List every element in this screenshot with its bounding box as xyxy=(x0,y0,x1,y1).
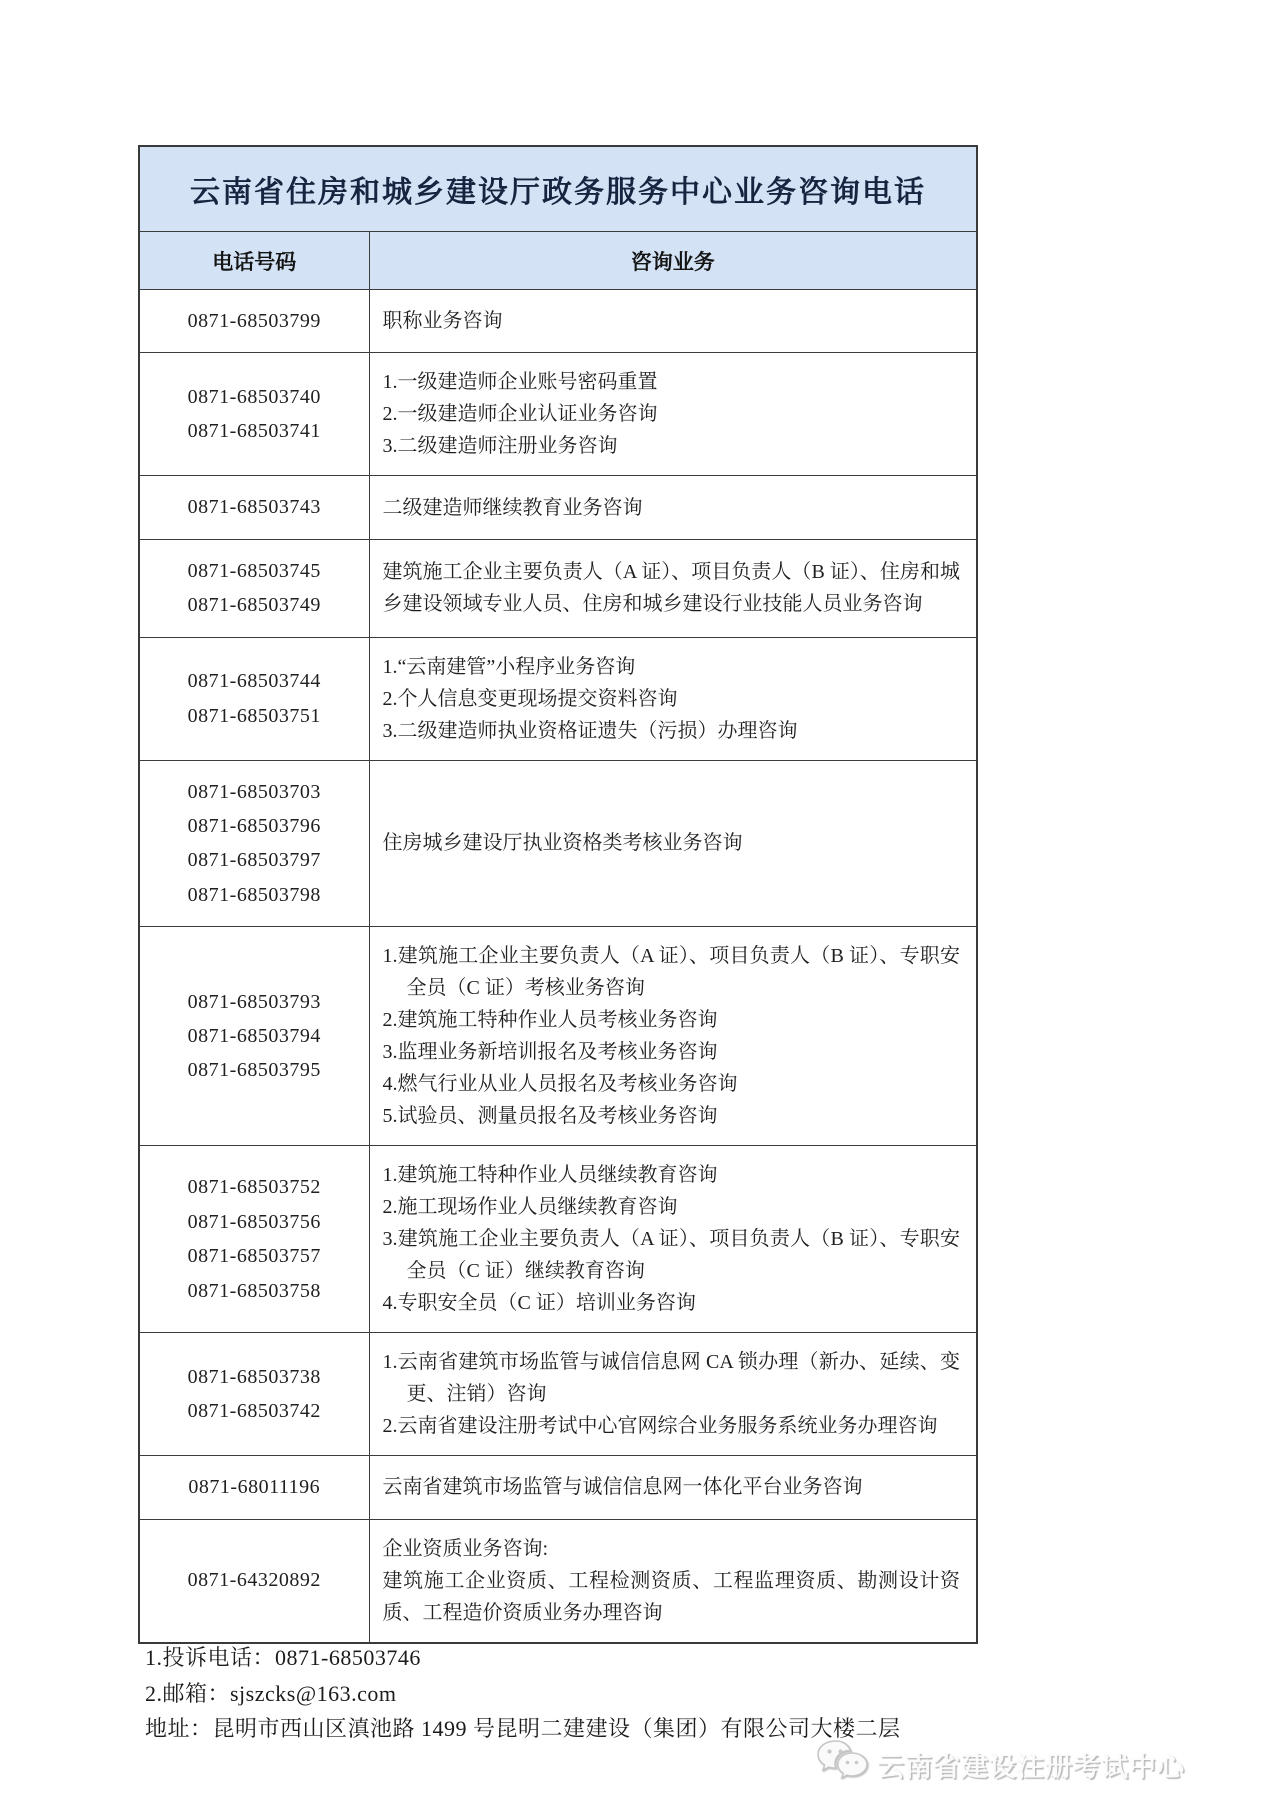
phone-number: 0871-68503749 xyxy=(187,594,321,617)
service-item: 二级建造师继续教育业务咨询 xyxy=(382,496,643,519)
service-cell xyxy=(369,1519,977,1643)
column-header-phone: 电话号码 xyxy=(139,232,369,290)
phone-number: 0871-68503757 xyxy=(187,1245,321,1268)
service-item: 3.监理业务新培训报名及考核业务咨询 xyxy=(382,1041,718,1064)
table-row xyxy=(139,927,977,1146)
service-item: 3.二级建造师执业资格证遗失（污损）办理咨询 xyxy=(382,719,798,742)
table-row xyxy=(139,637,977,760)
phone-number: 0871-68503797 xyxy=(187,849,321,872)
service-item: 云南省建筑市场监管与诚信信息网一体化平台业务咨询 xyxy=(382,1476,863,1499)
phone-number: 0871-68503744 xyxy=(187,670,321,693)
phone-number: 0871-68503741 xyxy=(187,420,321,443)
phone-number: 0871-68503798 xyxy=(187,883,321,906)
phone-number: 0871-68503740 xyxy=(187,386,321,408)
service-item: 1.一级建造师企业账号密码重置 xyxy=(382,371,658,394)
phone-cell xyxy=(139,539,369,637)
phone-number: 0871-64320892 xyxy=(187,1569,321,1592)
watermark-text: 云南省建设注册考试中心 xyxy=(877,1752,1185,1782)
phone-number: 0871-68503752 xyxy=(187,1176,321,1199)
table-row xyxy=(139,1519,977,1643)
service-item: 5.试验员、测量员报名及考核业务咨询 xyxy=(382,1105,718,1128)
service-cell xyxy=(369,539,977,637)
phone-cell xyxy=(139,760,369,927)
consultation-phone-table xyxy=(138,145,978,1644)
phone-cell xyxy=(139,290,369,353)
phone-number: 0871-68503751 xyxy=(187,704,321,727)
service-item: 2.施工现场作业人员继续教育咨询 xyxy=(382,1196,678,1219)
table-row xyxy=(139,1456,977,1519)
service-item: 3.建筑施工企业主要负责人（A 证）、项目负责人（B 证）、专职安全员（C 证）继续教育咨询 xyxy=(382,1228,960,1283)
footer-line: 地址：昆明市西山区滇池路 1499 号昆明二建建设（集团）有限公司大楼二层 xyxy=(145,1716,901,1742)
service-item: 4.专职安全员（C 证）培训业务咨询 xyxy=(382,1292,696,1315)
table-row xyxy=(139,353,977,476)
phone-number: 0871-68503796 xyxy=(187,814,321,837)
phone-cell xyxy=(139,1333,369,1456)
service-item: 3.二级建造师注册业务咨询 xyxy=(382,435,618,458)
table-header-row xyxy=(139,232,977,290)
phone-number: 0871-68503758 xyxy=(187,1279,321,1302)
phone-number: 0871-68503756 xyxy=(187,1210,321,1233)
footer-notes xyxy=(145,1640,901,1747)
service-cell xyxy=(369,353,977,476)
service-item: 企业资质业务咨询: xyxy=(382,1537,549,1560)
service-item: 1.建筑施工特种作业人员继续教育咨询 xyxy=(382,1164,718,1187)
phone-number: 0871-68503794 xyxy=(187,1024,321,1047)
table-row xyxy=(139,1146,977,1333)
table-body xyxy=(139,290,977,1643)
table-row xyxy=(139,290,977,353)
service-item: 1.“云南建管”小程序业务咨询 xyxy=(382,655,636,678)
footer-line: 1.投诉电话：0871-68503746 xyxy=(145,1645,421,1670)
table-title: 云南省住房和城乡建设厅政务服务中心业务咨询电话 xyxy=(139,146,977,232)
service-cell xyxy=(369,1456,977,1519)
service-item: 1.云南省建筑市场监管与诚信信息网 CA 锁办理（新办、延续、变更、注销）咨询 xyxy=(382,1351,960,1406)
phone-cell xyxy=(139,1519,369,1643)
footer-line: 2.邮箱：sjszcks@163.com xyxy=(145,1680,397,1706)
phone-cell xyxy=(139,637,369,760)
service-item: 建筑施工企业主要负责人（A 证）、项目负责人（B 证）、住房和城乡建设领域专业人员、住房和城乡建设行业技能人员业务咨询 xyxy=(382,561,960,616)
service-item: 职称业务咨询 xyxy=(382,310,503,333)
service-item: 2.个人信息变更现场提交资料咨询 xyxy=(382,687,678,710)
phone-cell xyxy=(139,1456,369,1519)
wechat-icon xyxy=(815,1738,871,1791)
service-cell xyxy=(369,1146,977,1333)
service-item: 2.一级建造师企业认证业务咨询 xyxy=(382,403,658,426)
phone-number: 0871-68503703 xyxy=(187,780,321,803)
watermark xyxy=(815,1738,1185,1791)
phone-number: 0871-68503799 xyxy=(187,310,321,332)
phone-cell xyxy=(139,353,369,476)
service-item: 2.建筑施工特种作业人员考核业务咨询 xyxy=(382,1009,718,1032)
service-item: 住房城乡建设厅执业资格类考核业务咨询 xyxy=(382,832,743,855)
phone-number: 0871-68503742 xyxy=(187,1400,321,1423)
column-header-service: 咨询业务 xyxy=(369,232,977,290)
phone-number: 0871-68503793 xyxy=(187,990,321,1013)
phone-cell xyxy=(139,476,369,539)
service-cell xyxy=(369,637,977,760)
phone-number: 0871-68503745 xyxy=(187,559,321,582)
table-title-row xyxy=(139,146,977,232)
phone-number: 0871-68503795 xyxy=(187,1059,321,1082)
service-cell xyxy=(369,290,977,353)
service-cell xyxy=(369,1333,977,1456)
phone-number: 0871-68503738 xyxy=(187,1365,321,1388)
service-item: 4.燃气行业从业人员报名及考核业务咨询 xyxy=(382,1073,738,1096)
table-row xyxy=(139,476,977,539)
table-row xyxy=(139,539,977,637)
phone-number: 0871-68011196 xyxy=(188,1476,321,1499)
service-cell xyxy=(369,760,977,927)
phone-cell xyxy=(139,1146,369,1333)
phone-number: 0871-68503743 xyxy=(187,496,321,519)
table-row xyxy=(139,760,977,927)
service-cell xyxy=(369,927,977,1146)
table-row xyxy=(139,1333,977,1456)
service-item: 1.建筑施工企业主要负责人（A 证）、项目负责人（B 证）、专职安全员（C 证）考核业务咨询 xyxy=(382,945,960,1000)
phone-cell xyxy=(139,927,369,1146)
service-item: 2.云南省建设注册考试中心官网综合业务服务系统业务办理咨询 xyxy=(382,1415,938,1438)
service-cell xyxy=(369,476,977,539)
service-item: 建筑施工企业资质、工程检测资质、工程监理资质、勘测设计资质、工程造价资质业务办理咨询 xyxy=(382,1569,960,1624)
